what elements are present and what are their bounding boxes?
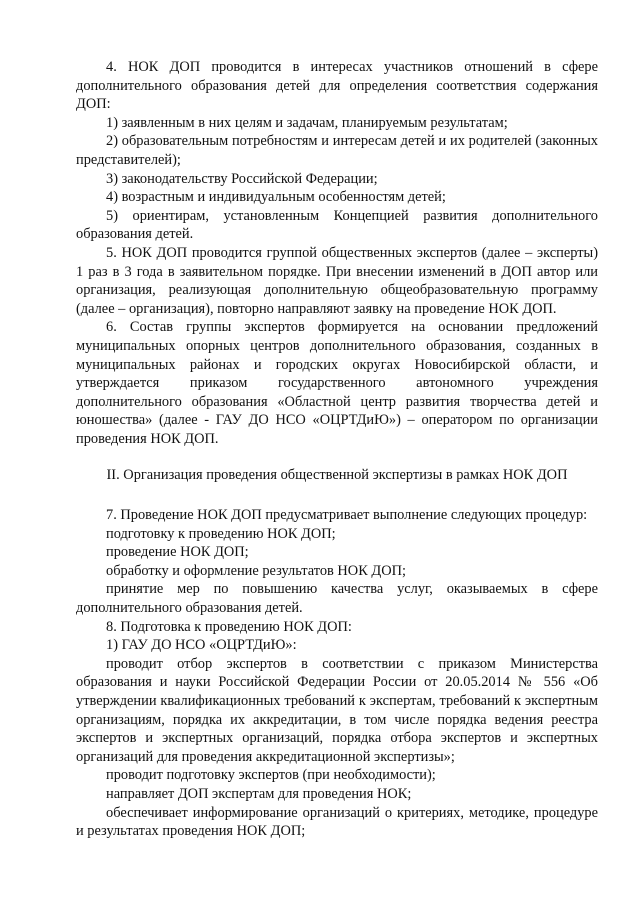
list-item: 3) законодательству Российской Федерации; [106, 170, 378, 187]
list-item: 5) ориентирам, установленным Концепцией развития дополнительного образования детей. [76, 207, 598, 243]
list-item: направляет ДОП экспертам для проведения НОК; [106, 785, 412, 802]
paragraph-5: 5. НОК ДОП проводится группой общественных экспертов (далее – эксперты) 1 раз в 3 года в заявительном порядке. При внесении изменений в ДОП автор или организация, реализующая дополнительную общеобразовательную программу (далее – организация), повторно направляют заявку на проведение НОК ДОП. [76, 244, 598, 317]
list-item: проведение НОК ДОП; [106, 544, 249, 561]
paragraph-8: 8. Подготовка к проведению НОК ДОП: [106, 618, 352, 635]
paragraph-6: 6. Состав группы экспертов формируется на основании предложений муниципальных опорных центров дополнительного образования, созданных в муниципальных районах и городских округах Новосибирской области, и утверждается приказом государственного автономного учреждения дополнительного образования «Областной центр развития творчества детей и юношества» (далее - ГАУ ДО НСО «ОЦРТДиЮ») – оператором по организации проведения НОК ДОП. [76, 319, 598, 447]
list-item: 4) возрастным и индивидуальным особенностям детей; [106, 189, 446, 206]
list-item: проводит подготовку экспертов (при необходимости); [106, 767, 436, 784]
list-item: обработку и оформление результатов НОК ДОП; [106, 562, 406, 579]
list-item: проводит отбор экспертов в соответствии с приказом Министерства образования и науки Российской Федерации России от 20.05.2014 № 556 «Об утверждении квалификационных требований к экспертам, требований к экспертным организациям, порядка их аккредитации, в том числе порядка ведения реестра экспертов и экспертных организаций, порядка отбора экспертов и экспертных организаций для проведения аккредитационной экспертизы»; [76, 655, 598, 765]
list-item: подготовку к проведению НОК ДОП; [106, 525, 336, 542]
list-item: обеспечивает информирование организаций о критериях, методике, процедуре и результатах проведения НОК ДОП; [76, 804, 598, 840]
document-page [76, 58, 598, 841]
list-item: 1) ГАУ ДО НСО «ОЦРТДиЮ»: [106, 637, 297, 654]
paragraph-7: 7. Проведение НОК ДОП предусматривает выполнение следующих процедур: [106, 507, 588, 524]
section-heading: II. Организация проведения общественной экспертизы в рамках НОК ДОП [106, 467, 568, 484]
list-item: 1) заявленным в них целям и задачам, планируемым результатам; [106, 114, 508, 131]
list-item: 2) образовательным потребностям и интересам детей и их родителей (законных представителей); [76, 133, 598, 168]
list-item: принятие мер по повышению качества услуг, оказываемых в сфере дополнительного образования детей. [76, 581, 598, 617]
paragraph-4: 4. НОК ДОП проводится в интересах участников отношений в сфере дополнительного образования детей для определения соответствия содержания ДОП: [76, 59, 598, 113]
